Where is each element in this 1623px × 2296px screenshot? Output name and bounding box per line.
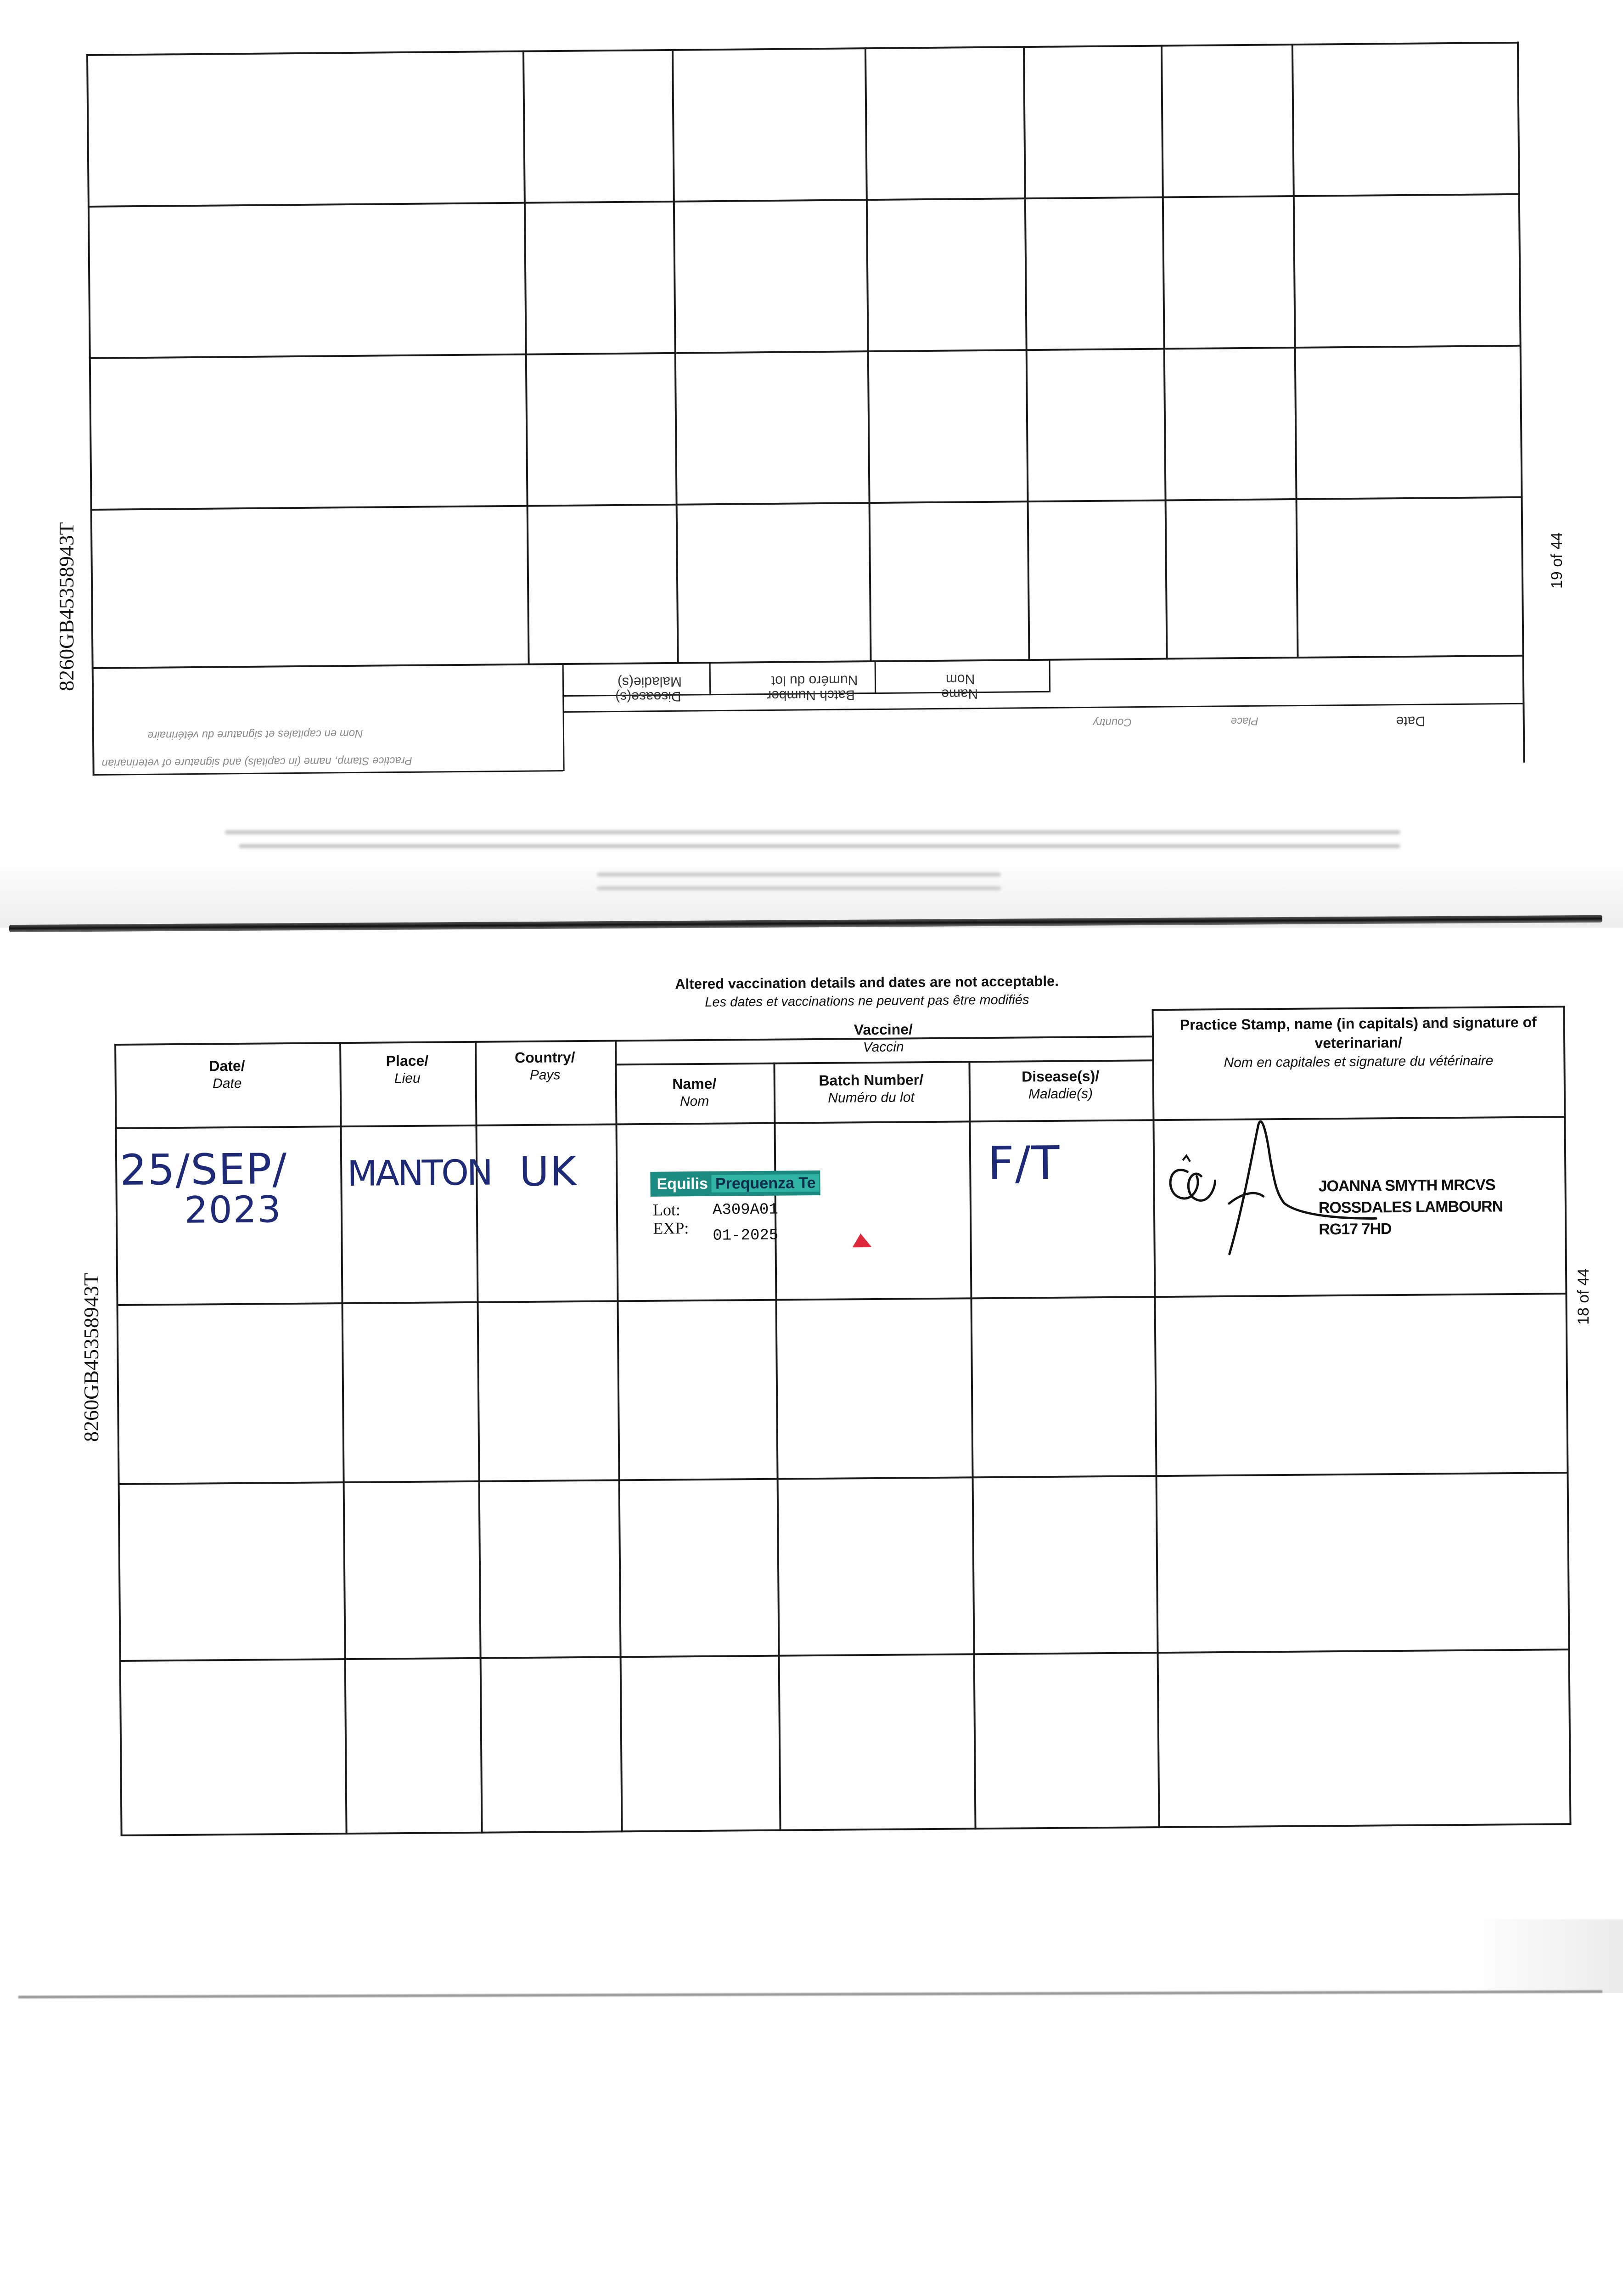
page-edge-shading bbox=[1469, 1919, 1623, 1993]
grid-line bbox=[875, 662, 876, 694]
product-brand: Equilis bbox=[657, 1175, 708, 1193]
grid-line bbox=[118, 1472, 1569, 1485]
header-practice-fr: Nom en capitales et signature du vétérinaire bbox=[1224, 1053, 1494, 1071]
header-country-fr: Pays bbox=[529, 1067, 561, 1083]
lot-value: A309A01 bbox=[712, 1201, 778, 1219]
header-vaccine: Vaccine/ bbox=[854, 1021, 913, 1038]
header-batch: Batch Number/ bbox=[819, 1071, 924, 1089]
grid-line bbox=[119, 1649, 1570, 1662]
upper-header-date: Date bbox=[1396, 713, 1426, 729]
header-date: Date/ bbox=[209, 1057, 245, 1075]
grid-line bbox=[86, 54, 95, 775]
grid-line bbox=[968, 1061, 976, 1829]
lot-key: Lot: bbox=[652, 1200, 681, 1219]
header-disease: Disease(s)/ bbox=[1022, 1068, 1100, 1085]
header-date-fr: Date bbox=[212, 1075, 242, 1092]
upper-header-batch-fr: Numéro du lot bbox=[771, 672, 858, 689]
grid-line bbox=[121, 1823, 1572, 1836]
header-vaccine-fr: Vaccin bbox=[863, 1039, 904, 1055]
upper-header-disease: Disease(s) bbox=[615, 688, 681, 704]
upper-header-disease-fr: Maladie(s) bbox=[617, 674, 682, 690]
upper-header-name-fr: Nom bbox=[945, 671, 975, 687]
grid-line bbox=[1152, 1009, 1160, 1828]
header-practice: Practice Stamp, name (in capitals) and signature of bbox=[1179, 1013, 1537, 1033]
grid-line bbox=[92, 655, 1524, 669]
bleed-through-line bbox=[239, 844, 1400, 848]
grid-line bbox=[615, 1059, 1152, 1065]
entry-date-line1: 25/SEP/ bbox=[119, 1144, 288, 1195]
header-name: Name/ bbox=[672, 1075, 717, 1092]
header-place: Place/ bbox=[386, 1052, 429, 1069]
entry-date-line2: 2023 bbox=[184, 1188, 282, 1232]
upper-header-practice: Practice Stamp, name (in capitals) and signature of veterinarian bbox=[101, 754, 412, 770]
upper-vaccination-table bbox=[86, 42, 1525, 775]
vet-stamp-line1: JOANNA SMYTH MRCVS bbox=[1318, 1176, 1495, 1195]
exp-key: EXP: bbox=[653, 1219, 689, 1238]
document-id-upper: 8260GB45358943T bbox=[55, 522, 78, 691]
grid-line bbox=[339, 1042, 348, 1835]
grid-line bbox=[615, 1040, 623, 1832]
grid-line bbox=[90, 496, 1523, 511]
upper-header-country: Country bbox=[1093, 716, 1132, 729]
entry-place: MANTON bbox=[347, 1152, 492, 1194]
grid-line bbox=[1161, 45, 1168, 659]
upper-header-name: Name bbox=[941, 686, 978, 702]
page-number-lower: 18 of 44 bbox=[1575, 1268, 1592, 1325]
upper-header-practice-fr: Nom en capitales et signature du vétérinaire bbox=[147, 727, 363, 742]
grid-line bbox=[563, 703, 1525, 713]
bleed-through-line bbox=[225, 830, 1400, 834]
header-place-fr: Lieu bbox=[394, 1070, 421, 1086]
vet-stamp-line2: ROSSDALES LAMBOURN bbox=[1318, 1198, 1503, 1217]
grid-line bbox=[1152, 1006, 1565, 1011]
page-number-upper: 19 of 44 bbox=[1548, 532, 1566, 589]
warning-subtitle: Les dates et vaccinations ne peuvent pas être modifiés bbox=[705, 992, 1029, 1010]
upper-header-place: Place bbox=[1230, 715, 1258, 728]
header-name-fr: Nom bbox=[680, 1093, 709, 1109]
header-batch-fr: Numéro du lot bbox=[828, 1090, 915, 1106]
lower-vaccination-table bbox=[114, 969, 1572, 1853]
lower-page bbox=[0, 937, 1623, 2020]
product-name: Prequenza Te bbox=[712, 1174, 820, 1193]
grid-line bbox=[117, 1293, 1567, 1306]
entry-country: UK bbox=[519, 1148, 578, 1196]
grid-line bbox=[1023, 46, 1030, 660]
entry-disease: F/T bbox=[987, 1136, 1061, 1191]
grid-line bbox=[522, 51, 530, 665]
red-mark-icon bbox=[850, 1232, 873, 1250]
warning-title: Altered vaccination details and dates are not acceptable. bbox=[675, 973, 1059, 992]
grid-line bbox=[709, 663, 711, 695]
upper-header-batch: Batch Number bbox=[767, 687, 855, 703]
grid-line bbox=[562, 664, 565, 771]
grid-line bbox=[93, 770, 563, 776]
header-practice-2: veterinarian/ bbox=[1314, 1034, 1402, 1052]
grid-line bbox=[1049, 660, 1051, 692]
grid-line bbox=[672, 49, 679, 664]
grid-line bbox=[865, 47, 872, 662]
grid-line bbox=[88, 193, 1520, 208]
grid-line bbox=[1292, 44, 1299, 658]
upper-page bbox=[0, 0, 1623, 937]
header-disease-fr: Maladie(s) bbox=[1028, 1086, 1093, 1102]
vet-stamp-line3: RG17 7HD bbox=[1319, 1220, 1392, 1238]
grid-line bbox=[86, 42, 1519, 56]
grid-line bbox=[89, 345, 1522, 359]
exp-value: 01-2025 bbox=[713, 1227, 779, 1245]
grid-line bbox=[1563, 1006, 1572, 1825]
document-id-lower: 8260GB45358943T bbox=[79, 1273, 103, 1442]
header-country: Country/ bbox=[514, 1049, 575, 1066]
vaccine-product-label bbox=[650, 1171, 820, 1197]
